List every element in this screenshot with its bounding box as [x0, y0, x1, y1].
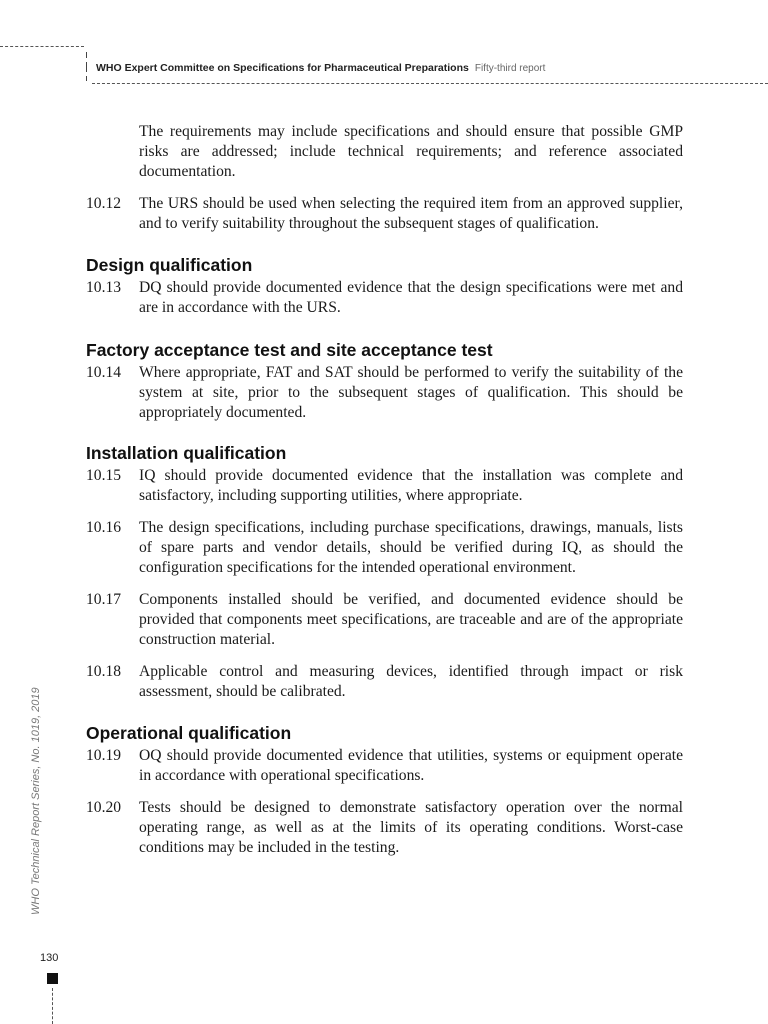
header-tick-bottom [86, 76, 87, 81]
header-tick-mid [86, 62, 87, 72]
header-title: WHO Expert Committee on Specifications for Pharmaceutical Preparations [96, 62, 469, 74]
clause-number: 10.14 [86, 364, 122, 381]
clause-number: 10.16 [86, 519, 122, 536]
heading-operational-qualification: Operational qualification [86, 723, 292, 743]
page-body [86, 122, 683, 858]
clause-number: 10.13 [86, 279, 122, 296]
clause-text: Applicable control and measuring devices, identified through impact or risk assessment, should be calibrated. [139, 663, 683, 700]
clause-number: 10.18 [86, 663, 122, 680]
clause-10-12 [86, 194, 683, 234]
clause-10-18 [86, 662, 683, 702]
footer-dash-rule [52, 988, 53, 1024]
series-side-text: WHO Technical Report Series, No. 1019, 2019 [30, 687, 42, 915]
clause-10-14 [86, 363, 683, 423]
heading-installation-qualification: Installation qualification [86, 443, 287, 463]
clause-text: OQ should provide documented evidence that utilities, systems or equipment operate in accordance with operational specifications. [139, 747, 683, 784]
clause-number: 10.15 [86, 467, 122, 484]
clause-text: Components installed should be verified, and documented evidence should be provided that components meet specifications, are traceable and are of the appropriate construction material. [139, 591, 683, 648]
header-dash-left [0, 46, 84, 47]
clause-10-13 [86, 278, 683, 318]
header-dash-rule [92, 83, 768, 84]
paragraph-continued [86, 122, 683, 182]
clause-text: IQ should provide documented evidence that the installation was complete and satisfactory, including supporting utilities, where appropriate. [139, 467, 683, 504]
clause-10-15 [86, 466, 683, 506]
clause-10-16 [86, 518, 683, 578]
heading-design-qualification: Design qualification [86, 255, 253, 275]
clause-text: DQ should provide documented evidence that the design specifications were met and are in accordance with the URS. [139, 279, 683, 316]
heading-fat-sat: Factory acceptance test and site acceptance test [86, 340, 493, 360]
paragraph-text: The requirements may include specifications and should ensure that possible GMP risks are addressed; include technical requirements; and reference associated documentation. [139, 123, 683, 180]
clause-number: 10.19 [86, 747, 122, 764]
header-subtitle: Fifty-third report [474, 63, 546, 74]
clause-text: The design specifications, including purchase specifications, drawings, manuals, lists of spare parts and vendor details, should be verified during IQ, as should the configuration specifications for the intended operational environment. [139, 519, 683, 576]
clause-10-17 [86, 590, 683, 650]
clause-text: Where appropriate, FAT and SAT should be performed to verify the suitability of the system at site, prior to the subsequent stages of qualification. This should be appropriately documented. [139, 364, 683, 421]
header-tick-top [86, 52, 87, 58]
clause-text: The URS should be used when selecting the required item from an approved supplier, and to verify suitability throughout the subsequent stages of qualification. [139, 195, 683, 232]
running-header [96, 58, 545, 76]
page-marker-square [47, 973, 58, 984]
clause-number: 10.12 [86, 195, 122, 212]
clause-10-19 [86, 746, 683, 786]
clause-10-20 [86, 798, 683, 858]
page-number: 130 [40, 952, 59, 964]
clause-number: 10.20 [86, 799, 122, 816]
clause-text: Tests should be designed to demonstrate satisfactory operation over the normal operating range, as well as at the limits of its operating conditions. Worst-case conditions may be included in the testing. [139, 799, 683, 856]
clause-number: 10.17 [86, 591, 122, 608]
